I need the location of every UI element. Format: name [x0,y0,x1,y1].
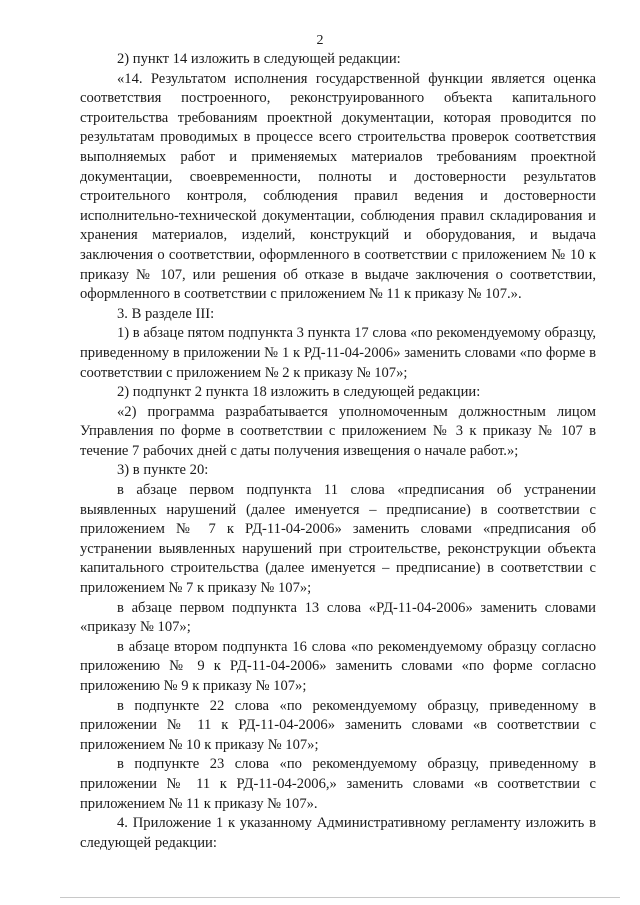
paragraph-subpoint-23: в подпункте 23 слова «по рекомендуемому образцу, приведенному в приложении № 11 к РД-11-04-2006,» заменить словами «в соответствии с приложением № 11 к приказу № 107». [80,756,596,812]
paragraph-item-4: 4. Приложение 1 к указанному Административному регламенту изложить в следующей редакции: [80,815,596,851]
paragraph-item-14-intro: 2) пункт 14 изложить в следующей редакции: [117,51,401,67]
paragraph-subpoint-11: в абзаце первом подпункта 11 слова «предписания об устранении выявленных нарушений (далее именуется – предписание) в соответствии с приложением № 7 к РД-11-04-2006» заменить словами «предписания об устранении выявленных нарушений при строительстве, реконструкции объекта капитального строительства (далее именуется – предписание) в соответствии с приложением № 7 к приказу № 107»; [80,482,596,597]
paragraph-subitem-2-text: «2) программа разрабатывается уполномоченным должностным лицом Управления по форме в соответствии с приложением № 3 к приказу № 107 в течение 7 рабочих дней с даты получения извещения о начале работ.»; [80,403,596,459]
bottom-rule-divider [60,897,620,898]
page-number: 2 [316,33,324,48]
paragraph-subpoint-13: в абзаце первом подпункта 13 слова «РД-11-04-2006» заменить словами «приказу № 107»; [80,599,596,636]
document-body [80,50,596,853]
paragraph-subitem-2-intro: 2) подпункт 2 пункта 18 изложить в следующей редакции: [117,384,481,401]
paragraph-subitem-3-intro: 3) в пункте 20: [117,462,209,479]
paragraph-section-3-heading: 3. В разделе III: [117,305,215,322]
paragraph-item-14-text: «14. Результатом исполнения государственной функции является оценка соответствия построенного, реконструированного объекта капитального строительства требованиям проектной документации, которая проводится по результатам проводимых в процессе всего строительства проверок соответствия выполняемых работ и применяемых материалов требованиям проектной документации, своевременности, полноты и достоверности результатов строительного контроля, соблюдения правил ведения и достоверности исполнительно-технической документации, соблюдения правил складирования и хранения материалов, изделий, конструкций и оборудования, и выдача заключения о соответствии, оформленного в соответствии с приложением № 10 к приказу № 107, или решения об отказе в выдаче заключения о соответствии, оформленного в соответствии с приложением № 11 к приказу № 107.». [80,70,596,303]
paragraph-subitem-1: 1) в абзаце пятом подпункта 3 пункта 17 слова «по рекомендуемому образцу, приведенному в приложении № 1 к РД-11-04-2006» заменить словами «по форме в соответствии с приложением № 2 к приказу № 107»; [80,325,596,381]
paragraph-subpoint-22: в подпункте 22 слова «по рекомендуемому образцу, приведенному в приложении № 11 к РД-11-04-2006» заменить словами «в соответствии с приложением № 10 к приказу № 107»; [80,697,596,753]
paragraph-subpoint-16: в абзаце втором подпункта 16 слова «по рекомендуемому образцу согласно приложению № 9 к РД-11-04-2006» заменить словами «по форме согласно приложению № 9 к приказу № 107»; [80,638,596,694]
